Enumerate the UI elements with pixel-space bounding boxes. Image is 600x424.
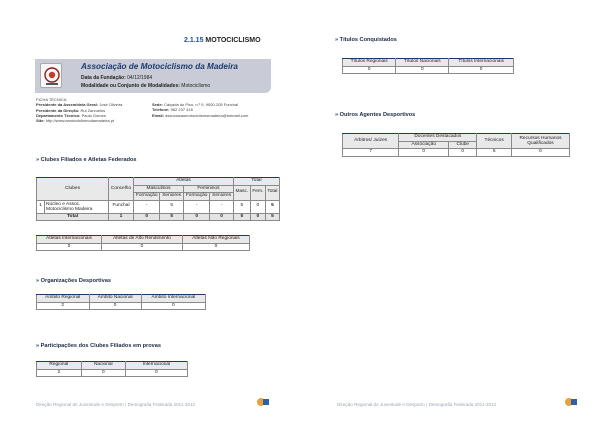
club-total-masc: 5	[233, 200, 250, 213]
col-international-scope: Âmbito Internacional	[141, 295, 205, 303]
site-row	[36, 118, 122, 123]
table-row	[343, 66, 514, 74]
clubs-table	[36, 177, 280, 221]
club-m-formacao: -	[134, 200, 160, 213]
site-link[interactable]: http://www.amotociclismodamadeira.pt	[45, 118, 115, 124]
col-international-athletes: Atletas Internacionais	[37, 236, 102, 244]
email-label: Email:	[152, 112, 165, 118]
athletes-table	[36, 235, 250, 251]
agents-section-title: » Outros Agentes Desportivos	[335, 112, 416, 118]
club-concelho: Funchal	[109, 200, 134, 213]
col-regional-titles: Títulos Regionais	[343, 59, 396, 67]
col-non-regional-athletes: Atletas Não Regionais	[182, 236, 249, 244]
col-qualified-hr: Recursos Humanos Qualificados	[512, 134, 570, 149]
referees-value: 7	[343, 149, 399, 157]
high-performance-athletes-value: 0	[101, 243, 182, 251]
col-teachers: Docentes Destacados	[399, 134, 477, 142]
qualified-hr-value: 0	[512, 149, 570, 157]
table-row	[37, 243, 250, 251]
section-heading	[184, 37, 261, 44]
total-total: 5	[265, 213, 279, 221]
col-national-titles: Títulos Nacionais	[396, 59, 449, 67]
col-nacional: Nacional	[81, 362, 125, 370]
section-title: MOTOCICLISMO	[205, 37, 261, 44]
international-athletes-value: 0	[37, 243, 102, 251]
table-row	[343, 149, 570, 157]
col-referees: Árbitros/ Juízes	[343, 134, 399, 149]
participation-section-title: » Participações dos Clubes Filiados em provas	[36, 343, 161, 349]
titles-section-title: » Títulos Conquistados	[335, 37, 397, 43]
agents-table	[342, 133, 570, 157]
president-board-label: Presidente da Direção:	[36, 107, 80, 113]
col-masculinos: Masculinos	[134, 185, 184, 193]
technical-dept-value: Paulo Gomes	[81, 112, 106, 118]
regional-titles-value: 0	[343, 66, 396, 74]
total-f-formacao: 0	[183, 213, 209, 221]
col-total: Total	[233, 178, 279, 186]
email-row	[152, 113, 248, 118]
national-scope-value: 0	[89, 302, 141, 310]
founding-value: 04/12/1984	[127, 75, 153, 81]
section-number: 2.1.15	[184, 37, 204, 44]
club-total: 5	[265, 200, 279, 213]
clubs-section-title: » Clubes Filiados e Atletas Federados	[36, 157, 137, 163]
total-m-formacao: 0	[134, 213, 160, 221]
internacional-value: 0	[125, 369, 187, 377]
drjd-logo-icon	[256, 395, 270, 407]
drjd-logo-icon	[564, 395, 578, 407]
modality	[81, 83, 210, 89]
col-f-seniores: Seniores	[210, 193, 234, 201]
org-table	[36, 294, 206, 310]
titles-table	[342, 58, 514, 74]
total-row	[37, 213, 280, 221]
col-f-formacao: Formação	[183, 193, 209, 201]
modality-label: Modalidade ou Conjunto de Modalidades:	[81, 83, 180, 89]
technical-dept-label: Departamento Técnico:	[36, 112, 81, 118]
total-m-seniores: 5	[160, 213, 184, 221]
col-m-formacao: Formação	[134, 193, 160, 201]
col-club: Clube	[449, 141, 477, 149]
col-association: Associação	[399, 141, 449, 149]
club-f-formacao: -	[183, 200, 209, 213]
founding-date	[81, 75, 152, 81]
technical-sheet-header: FICHA TÉCNICA	[36, 97, 67, 102]
total-fem: 0	[250, 213, 265, 221]
president-board-value: Rui Zarzuelos	[80, 107, 106, 113]
phone-value: 962 237 416	[170, 107, 193, 113]
international-scope-value: 0	[141, 302, 205, 310]
total-concelho: 1	[109, 213, 134, 221]
col-regional: Regional	[37, 362, 82, 370]
col-concelho: Concelho	[109, 178, 134, 201]
technical-sheet-right	[152, 102, 248, 118]
col-regional-scope: Âmbito Regional	[37, 295, 90, 303]
modality-value: Motociclismo	[181, 83, 211, 89]
col-technicians: Técnicos	[477, 134, 512, 149]
president-general-label: Presidente da Assembleia Geral:	[36, 102, 99, 108]
association-crest-icon	[40, 63, 62, 88]
regional-scope-value: 2	[37, 302, 90, 310]
national-titles-value: 0	[396, 66, 449, 74]
address-value: Calçada do Pico, n.º 9, 9000-205 Funchal	[164, 102, 238, 107]
total-label: Total	[37, 213, 109, 221]
page-footer: Direção Regional de Juventude e Desporto | Demografia Federada 2011-2012	[337, 402, 497, 407]
total-f-seniores: 0	[210, 213, 234, 221]
col-high-performance-athletes: Atletas de Alto Rendimento	[101, 236, 182, 244]
technical-sheet-left	[36, 97, 122, 123]
table-row	[37, 369, 188, 377]
founding-label: Data da Fundação:	[81, 75, 126, 81]
col-masc-short: Masc.	[233, 185, 250, 200]
col-fem-short: Fem.	[250, 185, 265, 200]
table-row	[37, 302, 206, 310]
col-m-seniores: Seniores	[160, 193, 184, 201]
address-label: Sede:	[152, 102, 163, 107]
association-name: Associação de Motociclismo da Madeira	[81, 62, 238, 71]
president-general-value: José Oliveira	[99, 102, 123, 108]
total-masc: 5	[233, 213, 250, 221]
club-total-fem: 0	[250, 200, 265, 213]
participation-table	[36, 361, 188, 377]
phone-label: Telefone:	[152, 107, 170, 113]
col-international-titles: Títulos Internacionais	[449, 59, 514, 67]
page-footer: Direção Regional de Juventude e Desporto | Demografia Federada 2011-2012	[36, 402, 196, 407]
technicians-value: 5	[477, 149, 512, 157]
regional-value: 2	[37, 369, 82, 377]
association-value: 0	[399, 149, 449, 157]
club-value: 0	[449, 149, 477, 157]
non-regional-athletes-value: 0	[182, 243, 249, 251]
international-titles-value: 0	[449, 66, 514, 74]
col-total-short: Total	[265, 185, 279, 200]
col-internacional: Internacional	[125, 362, 187, 370]
club-name: Núcleo e Assoc. Motociclismo Madeira	[45, 200, 109, 213]
col-clubes: Clubes	[37, 178, 109, 201]
table-row	[37, 200, 280, 213]
org-section-title: » Organizações Desportivas	[36, 278, 111, 284]
col-atletas: Atletas	[134, 178, 234, 186]
club-m-seniores: 5	[160, 200, 184, 213]
right-page	[300, 0, 600, 424]
site-label: Site:	[36, 118, 45, 124]
col-national-scope: Âmbito Nacional	[89, 295, 141, 303]
nacional-value: 0	[81, 369, 125, 377]
col-femininos: Femininos	[183, 185, 233, 193]
email-link[interactable]: associacaomotociclismomadeira@hotmail.com	[165, 112, 249, 118]
row-number: 1	[37, 200, 45, 213]
club-f-seniores: -	[210, 200, 234, 213]
